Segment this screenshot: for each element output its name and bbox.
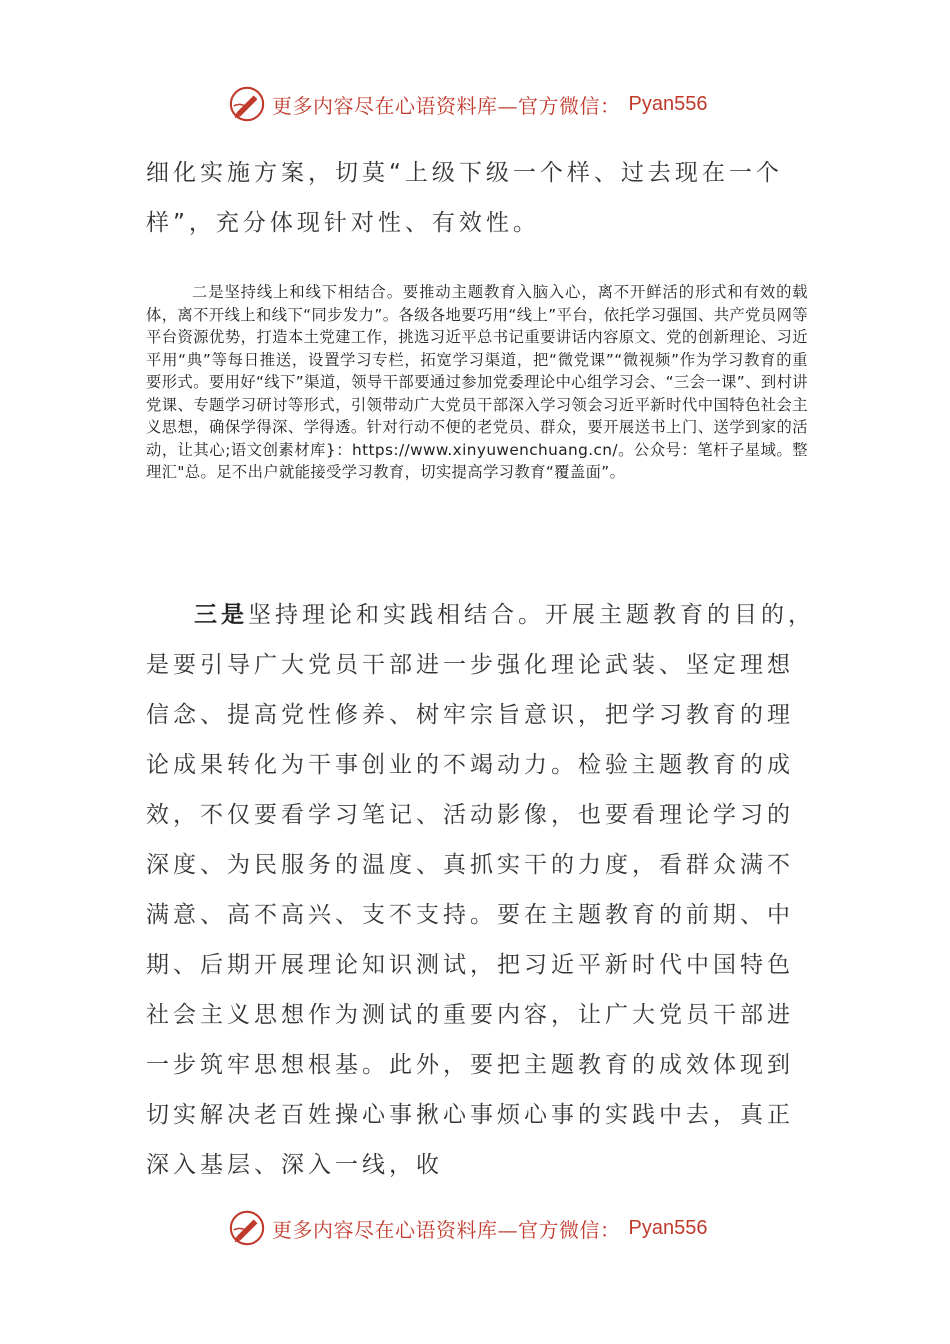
point-three-lead: 三是 xyxy=(194,602,248,628)
footer-wechat-id: Pyan556 xyxy=(628,1216,708,1239)
point-three-paragraph xyxy=(146,590,816,1190)
header-wechat-id: Pyan556 xyxy=(628,92,708,115)
pen-logo-icon xyxy=(228,85,266,123)
point-two-paragraph: 二是坚持线上和线下相结合。要推动主题教育入脑入心，离不开鲜活的形式和有效的载体，离不开线上和线下“同步发力”。各级各地要巧用“线上”平台，依托学习强国、共产党员网等平台资源优势，打造本土党建工作，挑选习近平总书记重要讲话内容原文、党的创新理论、习近平用“典”等每日推送，设置学习专栏，拓宽学习渠道，把“微党课”“微视频”作为学习教育的重要形式。要用好“线下”渠道，领导干部要通过参加党委理论中心组学习会、“三会一课”、到村讲党课、专题学习研讨等形式，引领带动广大党员干部深入学习领会习近平新时代中国特色社会主义思想，确保学得深、学得透。针对行动不便的老党员、群众，要开展送书上门、送学到家的活动，让其心;语文创素材库}：https://www.xinyuwenchuang.cn/。公众号：笔杆子星域。整理汇"总。足不出户就能接受学习教育，切实提高学习教育“覆盖面”。 xyxy=(146,283,808,481)
footer-banner-text: 更多内容尽在心语资料库—官方微信： xyxy=(272,1217,621,1242)
header-banner xyxy=(228,84,707,124)
pen-logo-icon xyxy=(228,1209,266,1247)
footer-banner xyxy=(228,1208,707,1248)
header-banner-text: 更多内容尽在心语资料库—官方微信： xyxy=(272,93,621,118)
intro-paragraph: 细化实施方案，切莫“上级下级一个样、过去现在一个样”，充分体现针对性、有效性。 xyxy=(146,160,783,236)
point-three-body: 坚持理论和实践相结合。开展主题教育的目的，是要引导广大党员干部进一步强化理论武装、坚定理想信念、提高党性修养、树牢宗旨意识，把学习教育的理论成果转化为干事创业的不竭动力。检验主题教育的成效，不仅要看学习笔记、活动影像，也要看理论学习的深度、为民服务的温度、真抓实干的力度，看群众满不满意、高不高兴、支不支持。要在主题教育的前期、中期、后期开展理论知识测试，把习近平新时代中国特色社会主义思想作为测试的重要内容，让广大党员干部进一步筑牢思想根基。此外，要把主题教育的成效体现到切实解决老百姓操心事揪心事烦心事的实践中去，真正深入基层、深入一线，收 xyxy=(146,602,815,1178)
